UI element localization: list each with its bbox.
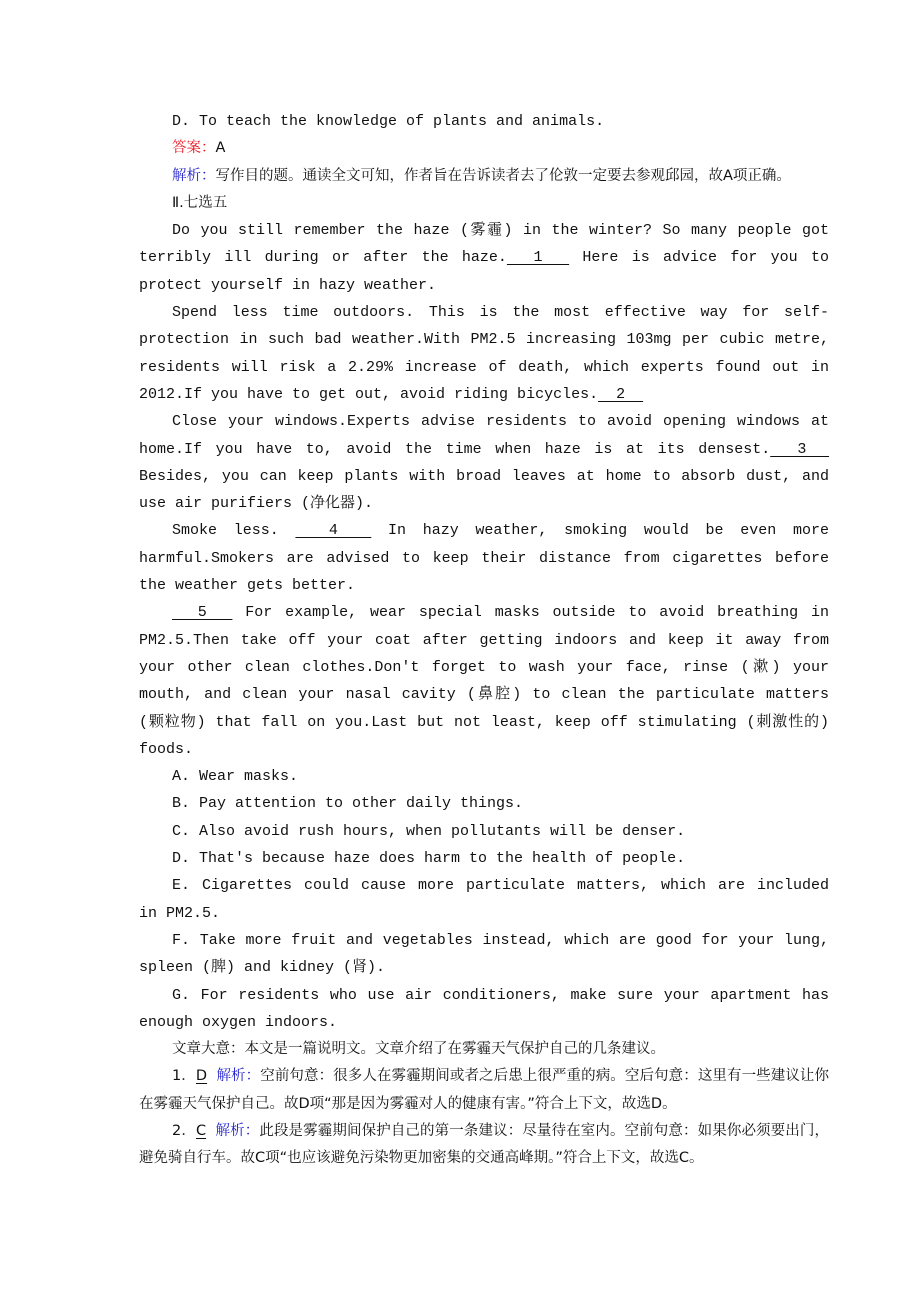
analysis-label: 解析： <box>216 1068 261 1085</box>
passage-paragraph-5: 5 For example, wear special masks outside to avoid breathing in PM2.5.Then take off your coat after getting indoors and keep it away from your other clean clothes.Don't forget to wash your face, rinse (漱) your mouth, and clean your nasal cavity (鼻腔) to clean the particulate matters (颗粒物) that fall on you.Last but not least, keep off stimulating (刺激性的) foods. <box>139 604 829 758</box>
passage-paragraph-4: Smoke less. 4 In hazy weather, smoking would be even more harmful.Smokers are advised to keep their distance from cigarettes before the weather gets better. <box>139 522 829 595</box>
passage-paragraph-3: Close your windows.Experts advise residents to avoid opening windows at home.If you have to, avoid the time when haze is at its densest. 3 Besides, you can keep plants with broad leaves at home to absorb dust, and use air purifiers (净化器). <box>139 413 830 513</box>
analysis-label: 解析： <box>215 1122 260 1139</box>
summary: 文章大意：本文是一篇说明文。文章介绍了在雾霾天气保护自己的几条建议。 <box>172 1041 665 1058</box>
analysis-label: 解析： <box>172 167 216 184</box>
prev-answer <box>139 135 829 162</box>
option-d: D. That's because haze does harm to the health of people. <box>172 850 686 868</box>
option-f: F. Take more fruit and vegetables instead, which are good for your lung, spleen (脾) and kidney (肾). <box>139 931 829 977</box>
blank-5: 5 <box>172 604 233 622</box>
blank-2: 2 <box>598 385 644 403</box>
answer-explanation-2: 2．C 解析：此段是雾霾期间保护自己的第一条建议：尽量待在室内。空前句意：如果你必须要出门，避免骑自行车。故C项“也应该避免污染物更加密集的交通高峰期。”符合上下文，故选C。 <box>139 1122 829 1167</box>
option-a: A. Wear masks. <box>172 768 299 786</box>
answer-1: D <box>195 1068 208 1085</box>
prev-analysis <box>139 163 829 190</box>
option-b: B. Pay attention to other daily things. <box>172 795 524 813</box>
answer-value: A <box>215 140 226 157</box>
prev-option-d: D. To teach the knowledge of plants and animals. <box>172 113 605 130</box>
passage-paragraph-1: Do you still remember the haze (雾霾) in the winter? So many people got terribly ill during or after the haze. 1 Here is advice for you to protect yourself in hazy weather. <box>139 222 829 294</box>
section-title: Ⅱ.七选五 <box>172 194 228 211</box>
option-e: E. Cigarettes could cause more particulate matters, which are included in PM2.5. <box>139 877 829 922</box>
answer-label: 答案： <box>172 140 216 157</box>
answer-2: C <box>195 1122 207 1139</box>
passage-paragraph-2: Spend less time outdoors. This is the most effective way for self-protection in such bad weather.With PM2.5 increasing 103mg per cubic metre, residents will risk a 2.29% increase of death, which experts found out in 2012.If you have to get out, avoid riding bicycles. 2 <box>139 304 829 403</box>
document-page <box>139 108 829 1173</box>
blank-4: 4 <box>295 522 372 540</box>
option-g: G. For residents who use air conditioners, make sure your apartment has enough oxygen indoors. <box>139 986 829 1031</box>
answer-explanation-1: 1．D 解析：空前句意：很多人在雾霾期间或者之后患上很严重的病。空后句意：这里有一些建议让你在雾霾天气保护自己。故D项“那是因为雾霾对人的健康有害。”符合上下文，故选D。 <box>139 1068 830 1112</box>
blank-3: 3 <box>770 440 830 458</box>
blank-1: 1 <box>506 249 570 267</box>
option-c: C. Also avoid rush hours, when pollutants will be denser. <box>172 822 686 840</box>
analysis-text: 写作目的题。通读全文可知，作者旨在告诉读者去了伦敦一定要去参观邱园，故A项正确。 <box>215 167 791 184</box>
